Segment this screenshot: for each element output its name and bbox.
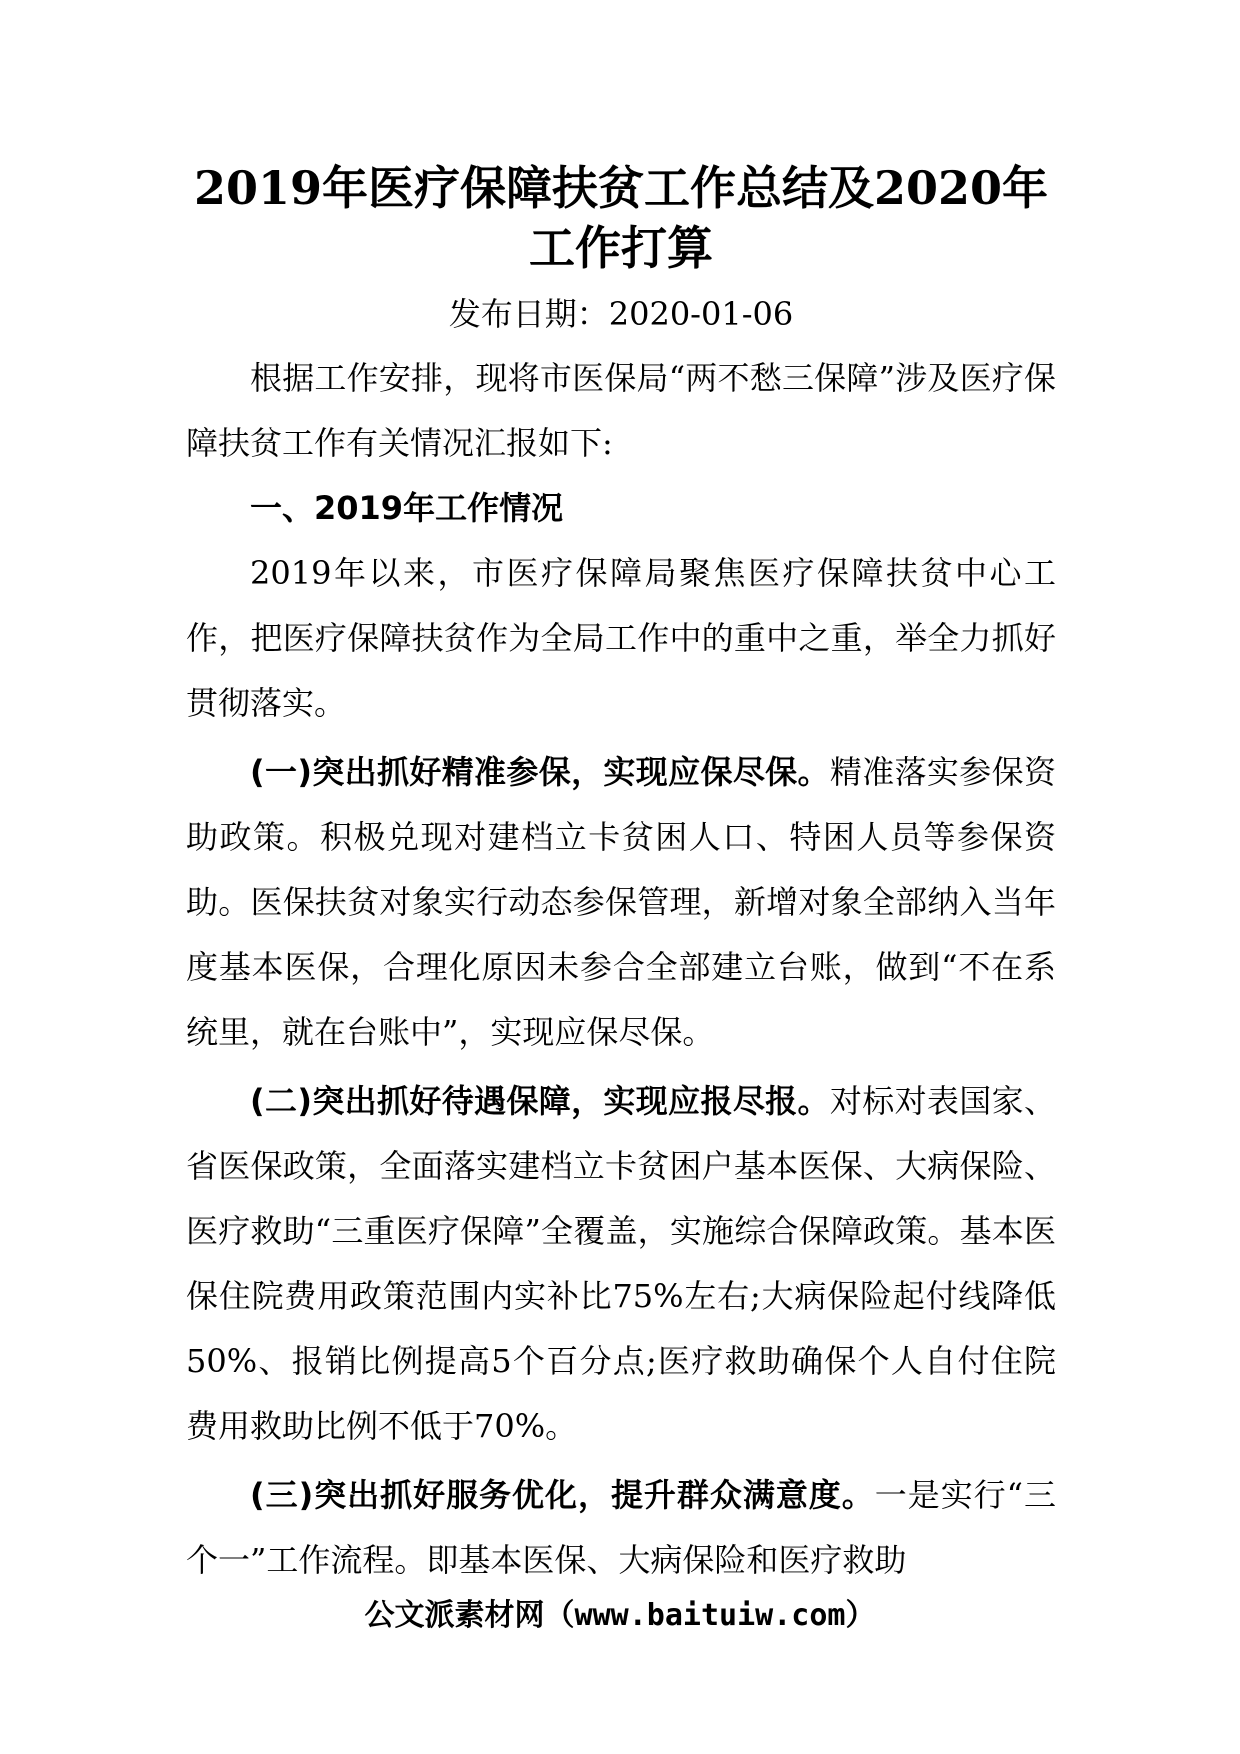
item-2-paragraph (186, 1069, 1056, 1459)
item-3-body: 一是实行“三个一”工作流程。即基本医保、大病保险和医疗救助 (186, 1476, 1056, 1579)
footer-url: （www.baituiw.com） (544, 1598, 876, 1633)
publish-date: 发布日期：2020-01-06 (448, 295, 794, 333)
footer-watermark (0, 1596, 1240, 1636)
item-3-lead: (三)突出抓好服务优化，提升群众满意度。 (250, 1476, 875, 1514)
item-1-lead: (一)突出抓好精准参保，实现应保尽保。 (250, 753, 830, 791)
section-1-paragraph: 2019年以来，市医疗保障局聚焦医疗保障扶贫中心工作，把医疗保障扶贫作为全局工作中的重中之重，举全力抓好贯彻落实。 (186, 554, 1056, 722)
item-1-body: 精准落实参保资助政策。积极兑现对建档立卡贫困人口、特困人员等参保资助。医保扶贫对象实行动态参保管理，新增对象全部纳入当年度基本医保，合理化原因未参合全部建立台账，做到“不在系统里，就在台账中”，实现应保尽保。 (186, 753, 1056, 1051)
intro-paragraph: 根据工作安排，现将市医保局“两不愁三保障”涉及医疗保障扶贫工作有关情况汇报如下: (186, 359, 1056, 462)
footer-site-name: 公文派素材网 (364, 1598, 545, 1633)
item-2-lead: (二)突出抓好待遇保障，实现应报尽报。 (250, 1082, 830, 1120)
item-2-body: 对标对表国家、省医保政策，全面落实建档立卡贫困户基本医保、大病保险、医疗救助“三重医疗保障”全覆盖，实施综合保障政策。基本医保住院费用政策范围内实补比75%左右;大病保险起付线降低50%、报销比例提高5个百分点;医疗救助确保个人自付住院费用救助比例不低于70%。 (186, 1082, 1056, 1445)
item-3-paragraph (186, 1463, 1056, 1593)
document-body (186, 158, 1056, 1593)
document-title: 2019年医疗保障扶贫工作总结及2020年工作打算 (193, 161, 1049, 275)
item-1-paragraph (186, 740, 1056, 1065)
section-heading-2019: 一、2019年工作情况 (250, 489, 564, 527)
